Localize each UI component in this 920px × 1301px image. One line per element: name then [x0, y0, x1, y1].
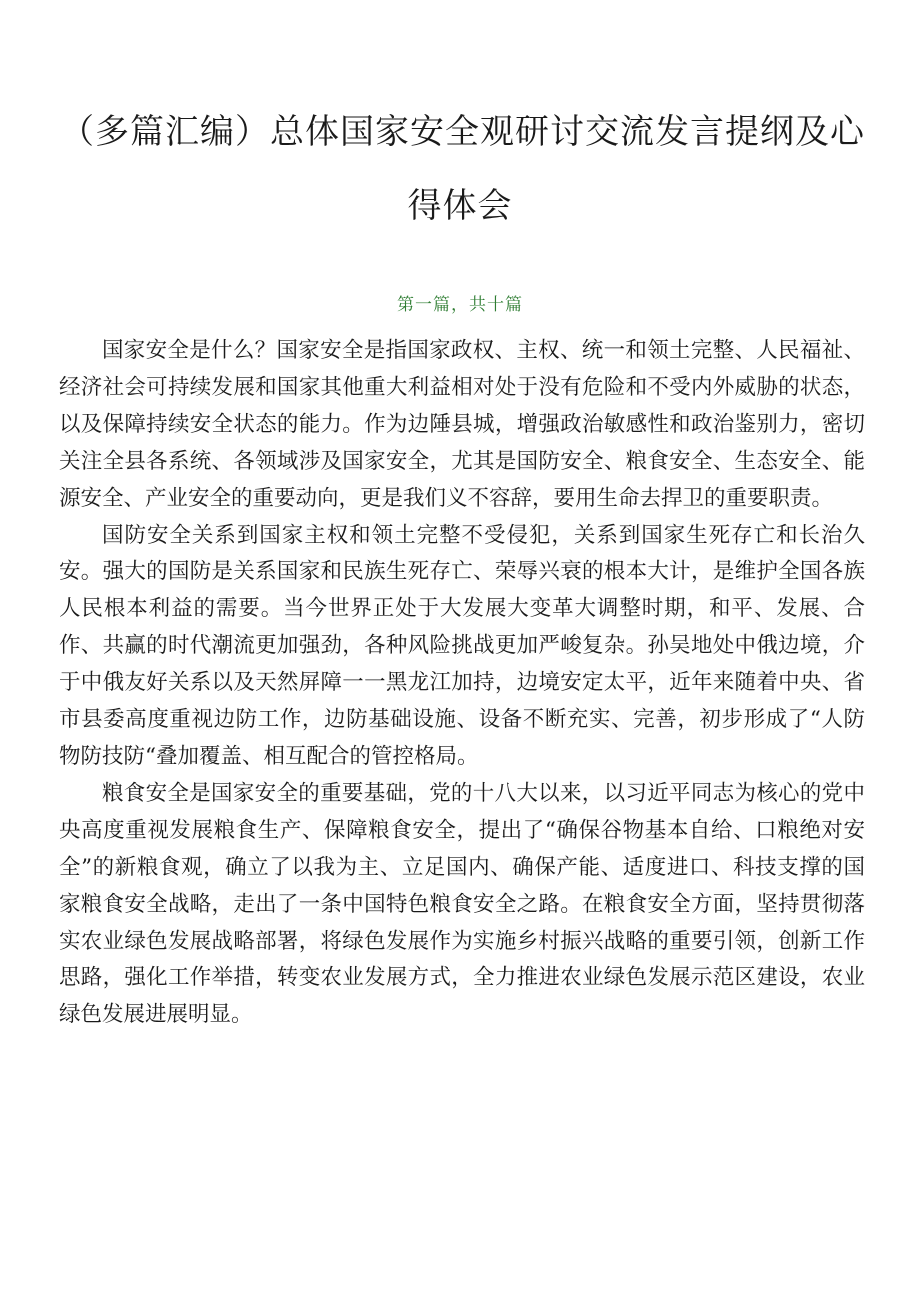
paragraph-national-security: 国家安全是什么？国家安全是指国家政权、主权、统一和领土完整、人民福祉、经济社会可持续发展和国家其他重大利益相对处于没有危险和不受内外威胁的状态，以及保障持续安全状态的能力。作为边陲县城，增强政治敏感性和政治鉴别力，密切关注全县各系统、各领域涉及国家安全，尤其是国防安全、粮食安全、生态安全、能源安全、产业安全的重要动向，更是我们义不容辞，要用生命去捍卫的重要职责。	[59, 338, 865, 511]
document-title-line-2: 得体会	[407, 186, 513, 226]
document-title-line-1: （多篇汇编）总体国家安全观研讨交流发言提纲及心	[60, 112, 865, 152]
document-body	[59, 333, 865, 1034]
paragraph-defense-security: 国防安全关系到国家主权和领土完整不受侵犯，关系到国家生死存亡和长治久安。强大的国防是关系国家和民族生死存亡、荣辱兴衰的根本大计，是维护全国各族人民根本利益的需要。当今世界正处于大发展大变革大调整时期，和平、发展、合作、共赢的时代潮流更加强劲，各种风险挑战更加严峻复杂。孙吴地处中俄边境，介于中俄友好关系以及天然屏障一一黑龙江加持，边境安定太平，近年来随着中央、省市县委高度重视边防工作，边防基础设施、设备不断充实、完善，初步形成了“人防物防技防“叠加覆盖、相互配合的管控格局。	[59, 522, 865, 769]
section-heading: 第一篇，共十篇	[397, 295, 523, 315]
paragraph-food-security: 粮食安全是国家安全的重要基础，党的十八大以来，以习近平同志为核心的党中央高度重视发展粮食生产、保障粮食安全，提出了“确保谷物基本自给、口粮绝对安全”的新粮食观，确立了以我为主、立足国内、确保产能、适度进口、科技支撑的国家粮食安全战略，走出了一条中国特色粮食安全之路。在粮食安全方面，坚持贯彻落实农业绿色发展战略部署，将绿色发展作为实施乡村振兴战略的重要引领，创新工作思路，强化工作举措，转变农业发展方式，全力推进农业绿色发展示范区建设，农业绿色发展进展明显。	[59, 780, 865, 1028]
